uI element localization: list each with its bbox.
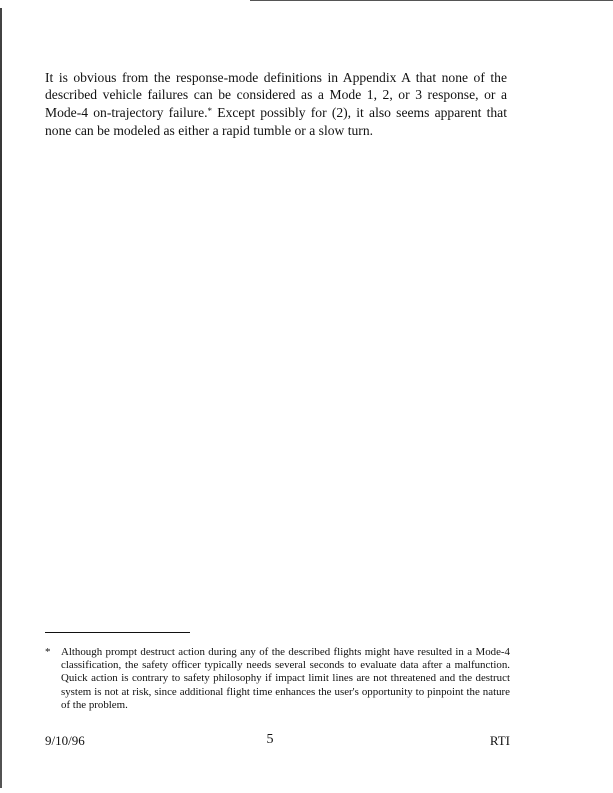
body-paragraph-rest: Except possibly for (2), it also seems apparent that none can be modeled as either a rapid tumble or a slow turn.	[45, 105, 507, 138]
footnote-reference-marker: *	[207, 106, 213, 117]
footnote	[45, 646, 510, 712]
body-paragraph-main: It is obvious from the response-mode definitions in Appendix A that none of the described vehicle failures can be considered as a Mode 1, 2, or 3 response, or a Mode-4 on-trajectory failure.	[45, 70, 507, 121]
footnote-separator	[45, 632, 190, 633]
footer-organization: RTI	[489, 733, 510, 748]
body-paragraph	[45, 69, 507, 139]
footnote-marker: *	[45, 646, 51, 658]
footnote-text: Although prompt destruct action during any of the described flights might have resulted in a Mode-4 classification, the safety officer typically needs several seconds to evaluate data after a malfunction. Quick action is contrary to safety philosophy if impact limit lines are not threatened and the destruct system is not at risk, since additional flight time enhances the user's opportunity to pinpoint the nature of the problem.	[61, 646, 510, 711]
scan-edge-left	[0, 8, 2, 788]
footer-date: 9/10/96	[45, 733, 85, 748]
footer-page-number: 5	[266, 732, 274, 747]
scan-edge-top	[250, 0, 613, 1]
